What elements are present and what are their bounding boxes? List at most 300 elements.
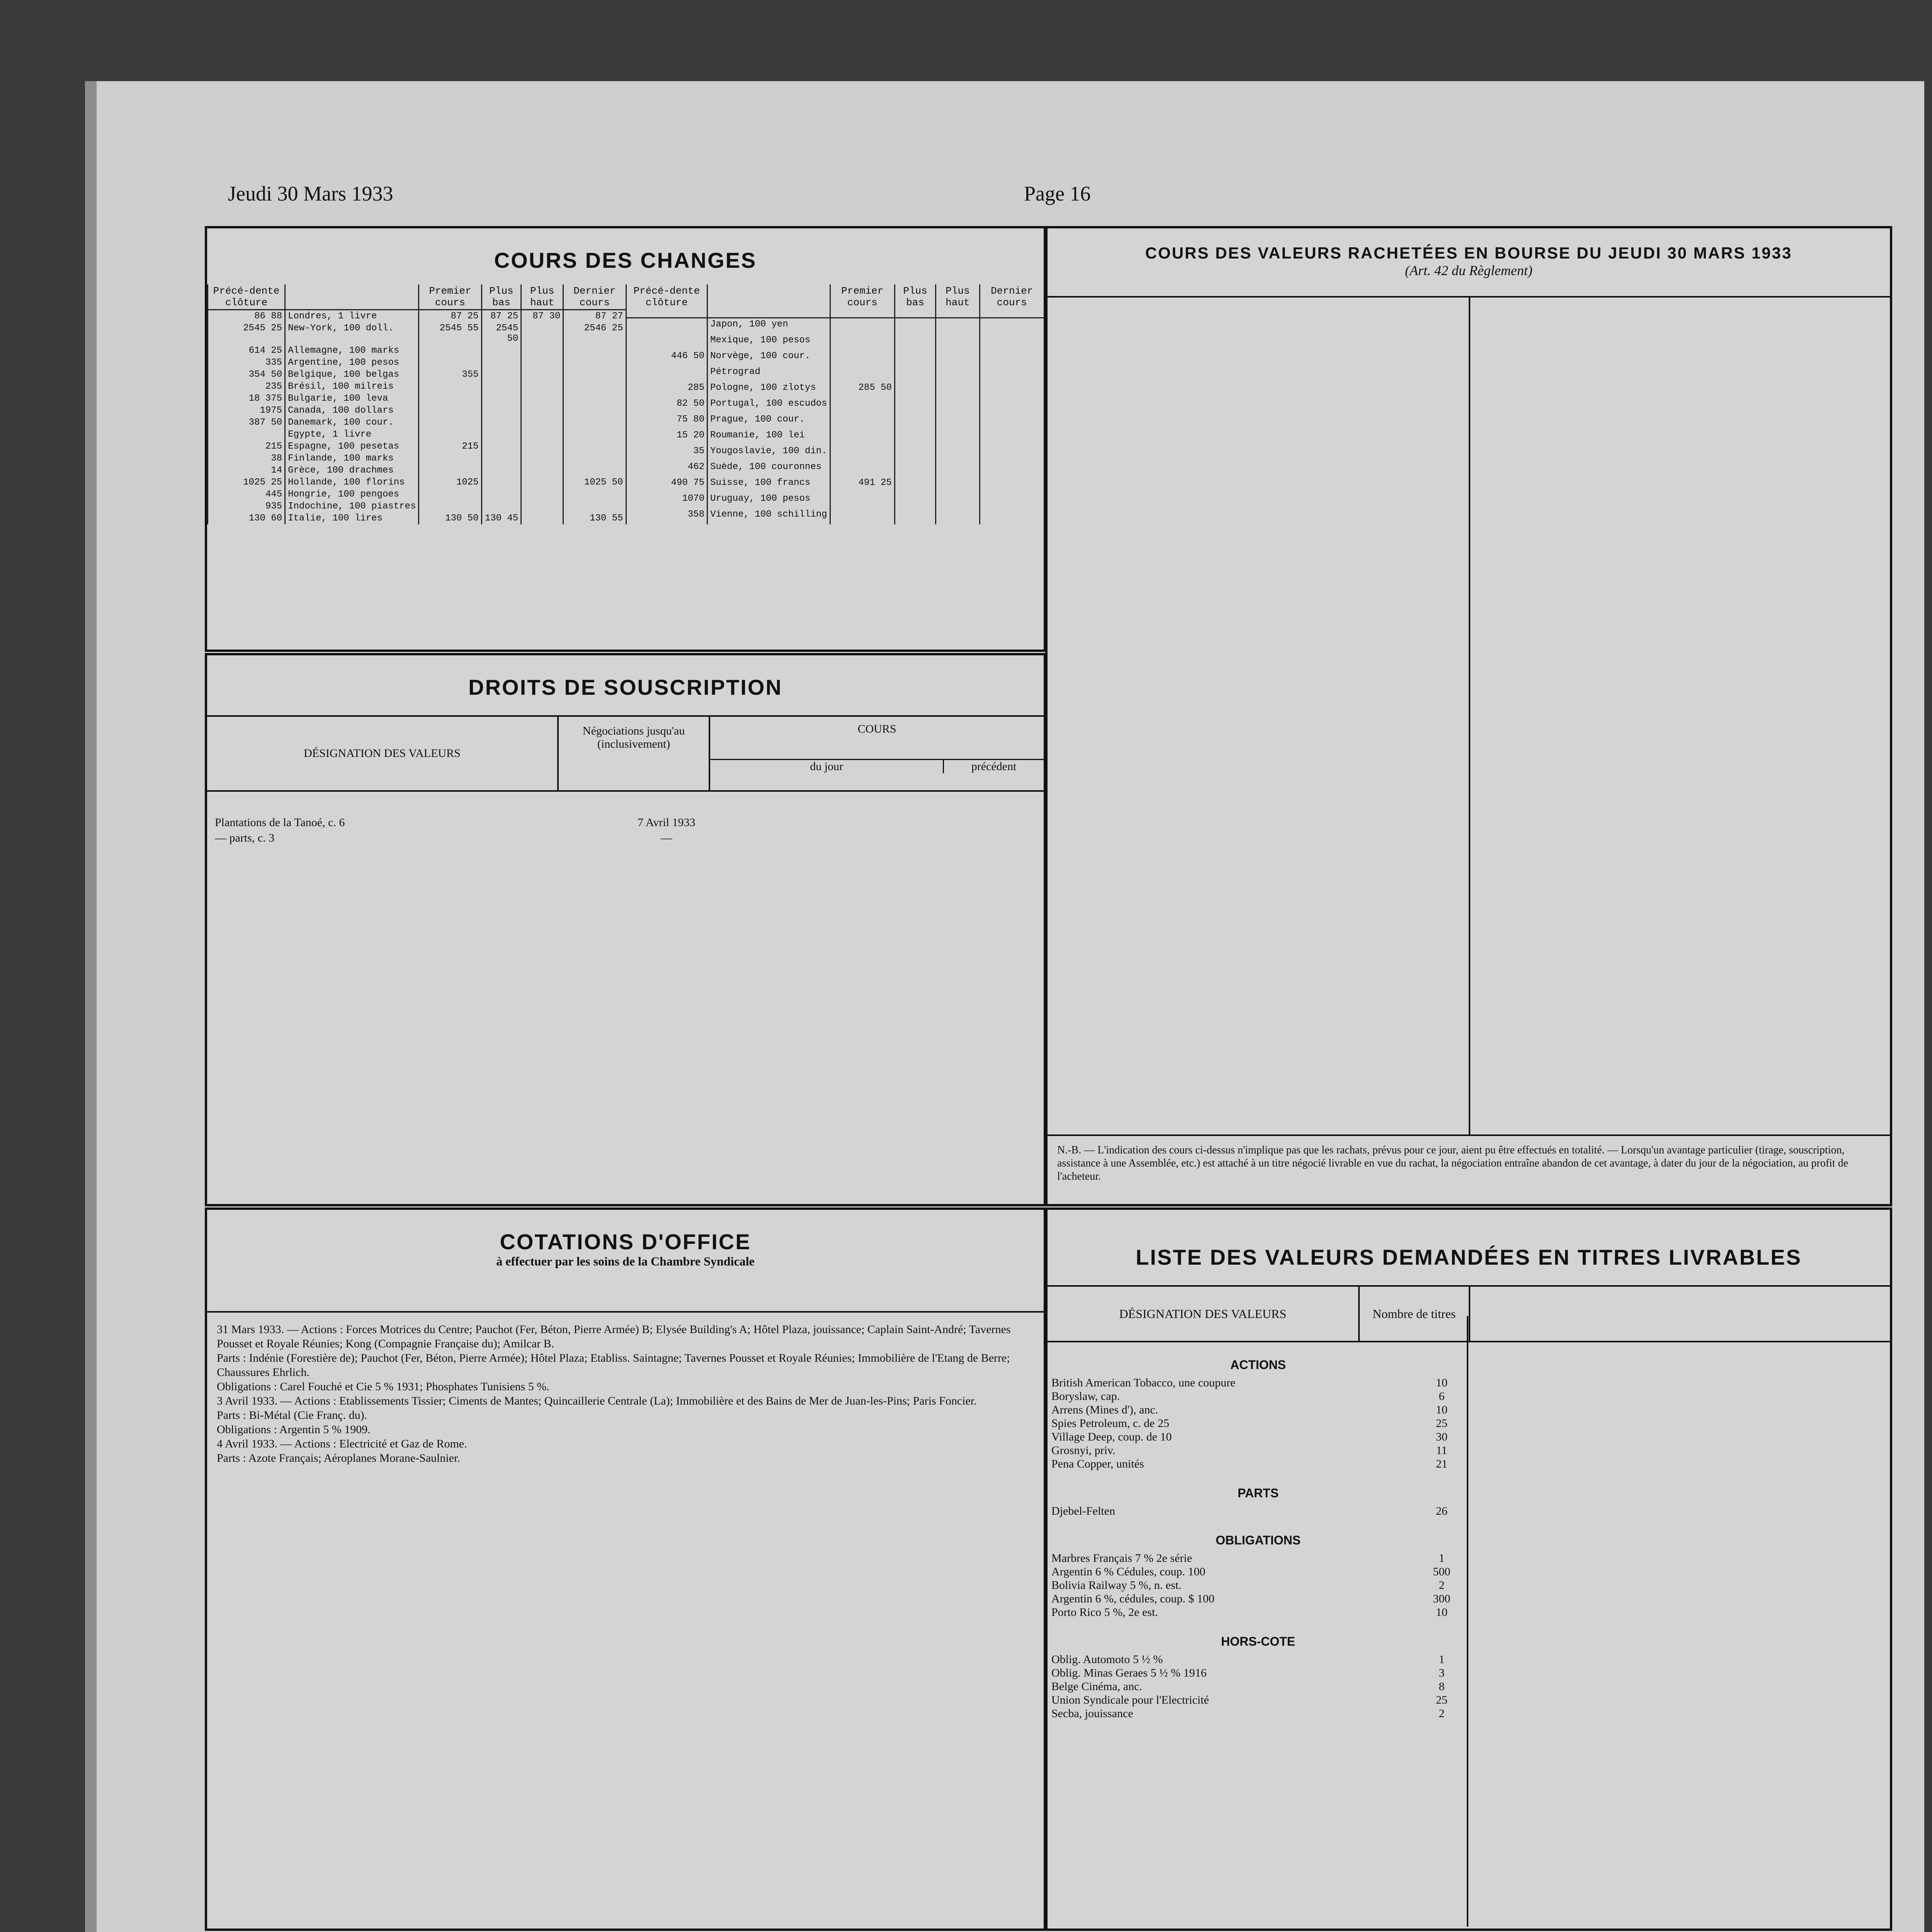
souscription-rows — [207, 792, 1044, 869]
changes-cell: 387 50 — [208, 417, 285, 429]
office-paragraph: Obligations : Carel Fouché et Cie 5 % 1931; Phosphates Tunisiens 5 %. — [217, 1380, 549, 1393]
changes-cell — [626, 334, 707, 350]
changes-cell — [980, 398, 1044, 413]
changes-cell: Danemark, 100 cour. — [285, 417, 419, 429]
changes-cell — [895, 477, 935, 493]
livrables-count: 10 — [1436, 1403, 1447, 1416]
page-date: Jeudi 30 Mars 1933 — [228, 182, 393, 205]
livrables-list — [1048, 1358, 1469, 1720]
changes-row — [208, 405, 626, 417]
livrables-count: 11 — [1436, 1444, 1447, 1457]
changes-header-cell: Plus haut — [936, 284, 980, 318]
changes-row — [626, 445, 1044, 461]
changes-cell: Vienne, 100 schilling — [707, 509, 830, 524]
changes-cell: Espagne, 100 pesetas — [285, 440, 419, 452]
changes-header-cell: Dernier cours — [563, 284, 626, 310]
changes-cell — [936, 318, 980, 335]
changes-cell: 130 45 — [481, 512, 521, 524]
changes-cell: Pétrograd — [707, 366, 830, 382]
changes-cell: Suisse, 100 francs — [707, 477, 830, 493]
changes-cell — [830, 445, 895, 461]
changes-cell — [481, 500, 521, 512]
changes-cell — [521, 500, 563, 512]
souscription-panel — [205, 653, 1046, 1206]
office-subtitle: à effectuer par les soins de la Chambre Syndicale — [496, 1254, 755, 1268]
changes-cell: 614 25 — [208, 345, 285, 357]
changes-cell — [481, 381, 521, 393]
changes-row — [626, 413, 1044, 429]
changes-cell — [521, 393, 563, 405]
changes-row — [208, 381, 626, 393]
livrables-name: Grosnyi, priv. — [1051, 1444, 1116, 1457]
changes-row — [208, 464, 626, 476]
changes-cell: 87 25 — [419, 310, 481, 323]
changes-cell — [936, 334, 980, 350]
changes-cell: Portugal, 100 escudos — [707, 398, 830, 413]
changes-cell: Hongrie, 100 pengoes — [285, 488, 419, 500]
changes-cell: 935 — [208, 500, 285, 512]
changes-cell — [563, 345, 626, 357]
changes-cell — [563, 429, 626, 440]
changes-header-cell: Plus haut — [521, 284, 563, 310]
changes-table-right — [626, 284, 1044, 524]
rachetees-note: N.-B. — L'indication des cours ci-dessus n'implique pas que les rachats, prévus pour ce jour, aient pu être effectués en totalité. — Lorsqu'un avantage particulier (tirage, souscription, assistance à une Assemblée, etc.) est attaché à un titre négocié livrable en vue du rachat, la négociation entraîne abandon de cet avantage, à dater du jour de la négociation, au profit de l'acheteur. — [1048, 1134, 1890, 1191]
changes-cell: Grèce, 100 drachmes — [285, 464, 419, 476]
changes-cell: 354 50 — [208, 369, 285, 381]
changes-cell — [936, 429, 980, 445]
changes-cell: Roumanie, 100 lei — [707, 429, 830, 445]
changes-cell — [481, 429, 521, 440]
livrables-count: 2 — [1439, 1707, 1445, 1720]
changes-cell — [895, 334, 935, 350]
souscription-name: Plantations de la Tanoé, c. 6 — [215, 816, 345, 829]
livrables-row — [1051, 1504, 1465, 1518]
changes-cell — [895, 318, 935, 335]
changes-row — [208, 512, 626, 524]
changes-row — [208, 417, 626, 429]
changes-row — [208, 345, 626, 357]
changes-cell: 75 80 — [626, 413, 707, 429]
changes-header-cell: Précé-dente clôture — [626, 284, 707, 318]
livrables-row — [1051, 1430, 1465, 1444]
changes-row — [208, 357, 626, 369]
changes-cell — [521, 345, 563, 357]
livrables-count: 21 — [1436, 1458, 1447, 1470]
changes-cell — [521, 417, 563, 429]
changes-table-left — [207, 284, 626, 524]
livrables-row — [1051, 1693, 1465, 1707]
changes-cell — [563, 393, 626, 405]
changes-cell: 285 — [626, 382, 707, 398]
changes-cell — [521, 322, 563, 345]
changes-cell: 446 50 — [626, 350, 707, 366]
changes-cell — [481, 405, 521, 417]
changes-cell — [563, 357, 626, 369]
changes-cell — [936, 398, 980, 413]
changes-cell — [419, 357, 481, 369]
col-negociations: Négociations jusqu'au (inclusivement) — [557, 717, 709, 790]
livrables-title: LISTE DES VALEURS DEMANDÉES EN TITRES LIVRABLES — [1136, 1245, 1802, 1269]
changes-cell — [481, 357, 521, 369]
changes-cell — [980, 509, 1044, 524]
changes-cell — [419, 381, 481, 393]
livrables-name: Marbres Français 7 % 2e série — [1051, 1552, 1192, 1565]
changes-cell — [830, 461, 895, 477]
livrables-count: 1 — [1439, 1653, 1445, 1666]
livrables-name: Argentin 6 %, cédules, coup. $ 100 — [1051, 1592, 1214, 1605]
office-paragraph: Parts : Azote Français; Aéroplanes Morane-Saulnier. — [217, 1452, 460, 1464]
livrables-name: Djebel-Felten — [1051, 1505, 1115, 1517]
changes-cell — [980, 461, 1044, 477]
changes-cell — [521, 512, 563, 524]
changes-cell — [563, 369, 626, 381]
changes-cell — [980, 413, 1044, 429]
souscription-row — [215, 815, 1036, 830]
changes-row — [626, 493, 1044, 509]
changes-cell: Egypte, 1 livre — [285, 429, 419, 440]
livrables-row — [1051, 1444, 1465, 1457]
changes-cell: 2545 50 — [481, 322, 521, 345]
livrables-count: 3 — [1439, 1667, 1445, 1679]
changes-cell — [936, 366, 980, 382]
changes-cell — [521, 405, 563, 417]
changes-cell: Canada, 100 dollars — [285, 405, 419, 417]
changes-row — [626, 398, 1044, 413]
changes-cell: Finlande, 100 marks — [285, 452, 419, 464]
livrables-row — [1051, 1578, 1465, 1592]
livrables-name: Bolivia Railway 5 %, n. est. — [1051, 1579, 1182, 1592]
office-title: COTATIONS D'OFFICE — [500, 1230, 751, 1254]
changes-cell: 335 — [208, 357, 285, 369]
changes-cell — [830, 318, 895, 335]
changes-cell: 215 — [208, 440, 285, 452]
changes-cell — [521, 429, 563, 440]
changes-cell — [481, 464, 521, 476]
changes-cell — [980, 350, 1044, 366]
livrables-row — [1051, 1376, 1465, 1389]
changes-cell: Brésil, 100 milreis — [285, 381, 419, 393]
changes-cell: Prague, 100 cour. — [707, 413, 830, 429]
livrables-name: Secba, jouissance — [1051, 1707, 1133, 1720]
livrables-name: Boryslaw, cap. — [1051, 1390, 1120, 1403]
livrables-section-title: ACTIONS — [1230, 1358, 1286, 1372]
livrables-name: Pena Copper, unités — [1051, 1458, 1144, 1470]
changes-row — [626, 334, 1044, 350]
changes-cell: 491 25 — [830, 477, 895, 493]
livrables-name: Oblig. Automoto 5 ½ % — [1051, 1653, 1163, 1666]
livrables-section-title: OBLIGATIONS — [1216, 1533, 1301, 1547]
changes-cell — [980, 493, 1044, 509]
changes-cell — [895, 398, 935, 413]
changes-cell: 15 20 — [626, 429, 707, 445]
changes-cell — [980, 318, 1044, 335]
souscription-date: — — [660, 832, 672, 844]
changes-row — [208, 476, 626, 488]
changes-cell — [830, 398, 895, 413]
changes-cell — [563, 464, 626, 476]
livrables-name: Arrens (Mines d'), anc. — [1051, 1403, 1158, 1416]
livrables-row — [1051, 1653, 1465, 1666]
livrables-col-nombre: Nombre de titres — [1358, 1287, 1469, 1341]
changes-cell: 1025 — [419, 476, 481, 488]
livrables-count: 25 — [1436, 1694, 1447, 1706]
livrables-row — [1051, 1457, 1465, 1471]
changes-cell: 18 375 — [208, 393, 285, 405]
changes-cell: 355 — [419, 369, 481, 381]
changes-cell — [563, 500, 626, 512]
office-paragraph: Parts : Bi-Métal (Cie Franç. du). — [217, 1409, 367, 1422]
changes-row — [626, 366, 1044, 382]
office-paragraph: Obligations : Argentin 5 % 1909. — [217, 1423, 371, 1436]
changes-cell — [521, 357, 563, 369]
livrables-row — [1051, 1403, 1465, 1417]
changes-cell — [626, 366, 707, 382]
changes-cell: New-York, 100 doll. — [285, 322, 419, 345]
changes-cell — [419, 405, 481, 417]
changes-header-cell: Précé-dente clôture — [208, 284, 285, 310]
changes-cell — [830, 334, 895, 350]
changes-cell — [208, 429, 285, 440]
changes-cell — [830, 366, 895, 382]
changes-row — [208, 393, 626, 405]
changes-row — [208, 310, 626, 323]
livrables-name: British American Tobacco, une coupure — [1051, 1376, 1236, 1389]
changes-cell — [895, 461, 935, 477]
changes-cell: 1975 — [208, 405, 285, 417]
changes-cell: 87 27 — [563, 310, 626, 323]
changes-row — [208, 488, 626, 500]
changes-cell — [419, 500, 481, 512]
livrables-row — [1051, 1680, 1465, 1693]
changes-cell — [419, 452, 481, 464]
changes-cell: 2545 25 — [208, 322, 285, 345]
changes-cell: Italie, 100 lires — [285, 512, 419, 524]
changes-cell — [481, 452, 521, 464]
changes-cell — [895, 382, 935, 398]
souscription-row — [215, 830, 1036, 846]
changes-cell — [830, 509, 895, 524]
changes-cell — [830, 350, 895, 366]
changes-cell — [481, 369, 521, 381]
rachetees-subtitle: (Art. 42 du Règlement) — [1405, 263, 1532, 278]
changes-cell — [563, 488, 626, 500]
livrables-row — [1051, 1551, 1465, 1565]
changes-header-cell: Premier cours — [830, 284, 895, 318]
changes-cell: Belgique, 100 belgas — [285, 369, 419, 381]
changes-cell — [419, 417, 481, 429]
souscription-date: 7 Avril 1933 — [638, 816, 696, 829]
office-paragraph: 31 Mars 1933. — Actions : Forces Motrices du Centre; Pauchot (Fer, Béton, Pierre Armée) B; Elysée Building's A; Hôtel Plaza, jouissance; Caplain Saint-André; Tavernes Pousset et Royale Réunies; Kong (Compagnie Française du); Amilcar B. — [217, 1323, 1011, 1350]
changes-panel — [205, 226, 1046, 652]
rachetees-title: COURS DES VALEURS RACHETÉES EN BOURSE DU JEUDI 30 MARS 1933 — [1145, 244, 1793, 262]
changes-cell — [830, 429, 895, 445]
livrables-name: Oblig. Minas Geraes 5 ½ % 1916 — [1051, 1667, 1207, 1679]
changes-cell: 14 — [208, 464, 285, 476]
changes-header-cell — [707, 284, 830, 318]
changes-cell: Pologne, 100 zlotys — [707, 382, 830, 398]
office-paragraph: 4 Avril 1933. — Actions : Electricité et Gaz de Rome. — [217, 1437, 467, 1450]
changes-cell — [980, 382, 1044, 398]
changes-cell: 2546 25 — [563, 322, 626, 345]
changes-cell — [980, 334, 1044, 350]
changes-cell — [980, 366, 1044, 382]
changes-cell: Bulgarie, 100 leva — [285, 393, 419, 405]
changes-cell: 86 88 — [208, 310, 285, 323]
col-designation: DÉSIGNATION DES VALEURS — [304, 747, 461, 760]
livrables-name: Belge Cinéma, anc. — [1051, 1680, 1142, 1693]
changes-row — [626, 429, 1044, 445]
changes-title: COURS DES CHANGES — [494, 248, 757, 272]
livrables-panel — [1045, 1208, 1892, 1931]
changes-cell: 130 60 — [208, 512, 285, 524]
changes-cell — [626, 318, 707, 335]
livrables-count: 300 — [1433, 1592, 1451, 1605]
livrables-section-title: PARTS — [1237, 1486, 1279, 1500]
office-paragraph: 3 Avril 1933. — Actions : Etablissements Tissier; Ciments de Mantes; Quincaillerie Centrale (La); Immobilière et des Bains de Mer de Juan-les-Pins; Paris Foncier. — [217, 1395, 977, 1407]
changes-cell: 130 50 — [419, 512, 481, 524]
changes-cell — [936, 382, 980, 398]
changes-cell: 235 — [208, 381, 285, 393]
changes-cell — [830, 413, 895, 429]
changes-header-cell: Plus bas — [481, 284, 521, 310]
livrables-row — [1051, 1565, 1465, 1578]
changes-cell — [419, 393, 481, 405]
changes-cell — [419, 345, 481, 357]
changes-row — [208, 440, 626, 452]
changes-cell: Norvège, 100 cour. — [707, 350, 830, 366]
changes-cell — [521, 464, 563, 476]
changes-row — [208, 322, 626, 345]
changes-cell: 38 — [208, 452, 285, 464]
changes-cell — [936, 445, 980, 461]
changes-cell: 87 30 — [521, 310, 563, 323]
changes-cell — [419, 488, 481, 500]
changes-cell: 490 75 — [626, 477, 707, 493]
changes-cell — [563, 452, 626, 464]
col-cours: COURS — [857, 723, 896, 735]
changes-cell — [521, 476, 563, 488]
changes-cell — [936, 509, 980, 524]
livrables-count: 26 — [1436, 1505, 1447, 1517]
souscription-name: — parts, c. 3 — [215, 832, 275, 844]
changes-cell: 87 25 — [481, 310, 521, 323]
changes-cell — [895, 429, 935, 445]
changes-cell: Indochine, 100 piastres — [285, 500, 419, 512]
livrables-name: Spies Petroleum, c. de 25 — [1051, 1417, 1169, 1430]
livrables-count: 6 — [1439, 1390, 1445, 1403]
changes-cell: Yougoslavie, 100 din. — [707, 445, 830, 461]
livrables-count: 10 — [1436, 1376, 1447, 1389]
changes-cell — [895, 493, 935, 509]
livrables-name: Union Syndicale pour l'Electricité — [1051, 1694, 1209, 1706]
changes-cell — [830, 493, 895, 509]
livrables-name: Porto Rico 5 %, 2e est. — [1051, 1606, 1158, 1619]
col-jour: du jour — [810, 760, 844, 773]
changes-cell: Suède, 100 couronnes — [707, 461, 830, 477]
changes-row — [626, 461, 1044, 477]
changes-cell — [936, 461, 980, 477]
changes-cell: 2545 55 — [419, 322, 481, 345]
livrables-row — [1051, 1417, 1465, 1430]
col-precedent: précédent — [943, 760, 1044, 773]
livrables-count: 10 — [1436, 1606, 1447, 1619]
livrables-name: Village Deep, coup. de 10 — [1051, 1430, 1172, 1443]
changes-cell: 358 — [626, 509, 707, 524]
changes-cell: 215 — [419, 440, 481, 452]
changes-cell — [563, 405, 626, 417]
changes-row — [626, 350, 1044, 366]
changes-cell — [481, 476, 521, 488]
office-panel — [205, 1208, 1046, 1931]
changes-cell — [419, 429, 481, 440]
changes-cell — [419, 464, 481, 476]
office-paragraphs — [207, 1311, 1044, 1465]
changes-row — [626, 382, 1044, 398]
livrables-col-designation: DÉSIGNATION DES VALEURS — [1119, 1306, 1287, 1321]
changes-cell — [563, 440, 626, 452]
changes-cell: Hollande, 100 florins — [285, 476, 419, 488]
changes-cell — [481, 393, 521, 405]
livrables-count: 2 — [1439, 1579, 1445, 1592]
changes-cell — [481, 417, 521, 429]
changes-cell: 82 50 — [626, 398, 707, 413]
changes-cell — [521, 452, 563, 464]
changes-cell — [980, 477, 1044, 493]
livrables-name: Argentin 6 % Cédules, coup. 100 — [1051, 1565, 1206, 1578]
changes-cell: 462 — [626, 461, 707, 477]
livrables-row — [1051, 1592, 1465, 1605]
changes-cell — [521, 488, 563, 500]
changes-cell: 1025 50 — [563, 476, 626, 488]
changes-cell — [895, 366, 935, 382]
changes-cell — [563, 381, 626, 393]
changes-cell — [895, 350, 935, 366]
page-number: Page 16 — [1024, 182, 1091, 205]
changes-row — [208, 429, 626, 440]
changes-cell — [481, 345, 521, 357]
changes-cell: 130 55 — [563, 512, 626, 524]
livrables-row — [1051, 1605, 1465, 1619]
changes-cell — [481, 488, 521, 500]
changes-row — [208, 369, 626, 381]
changes-row — [626, 477, 1044, 493]
changes-cell — [936, 413, 980, 429]
changes-cell: Londres, 1 livre — [285, 310, 419, 323]
changes-cell: 1025 25 — [208, 476, 285, 488]
changes-row — [626, 318, 1044, 335]
changes-cell — [980, 445, 1044, 461]
changes-cell — [936, 477, 980, 493]
changes-cell — [895, 445, 935, 461]
changes-cell: 35 — [626, 445, 707, 461]
changes-cell: Uruguay, 100 pesos — [707, 493, 830, 509]
changes-header-cell — [285, 284, 419, 310]
changes-cell: 445 — [208, 488, 285, 500]
changes-cell: Mexique, 100 pesos — [707, 334, 830, 350]
changes-cell — [481, 440, 521, 452]
rachetees-panel — [1045, 226, 1892, 1206]
changes-cell — [521, 440, 563, 452]
changes-row — [208, 500, 626, 512]
changes-cell — [563, 417, 626, 429]
changes-header-cell: Dernier cours — [980, 284, 1044, 318]
livrables-count: 1 — [1439, 1552, 1445, 1565]
changes-cell — [521, 369, 563, 381]
changes-row — [626, 509, 1044, 524]
changes-cell — [521, 381, 563, 393]
livrables-row — [1051, 1389, 1465, 1403]
changes-cell: Japon, 100 yen — [707, 318, 830, 335]
